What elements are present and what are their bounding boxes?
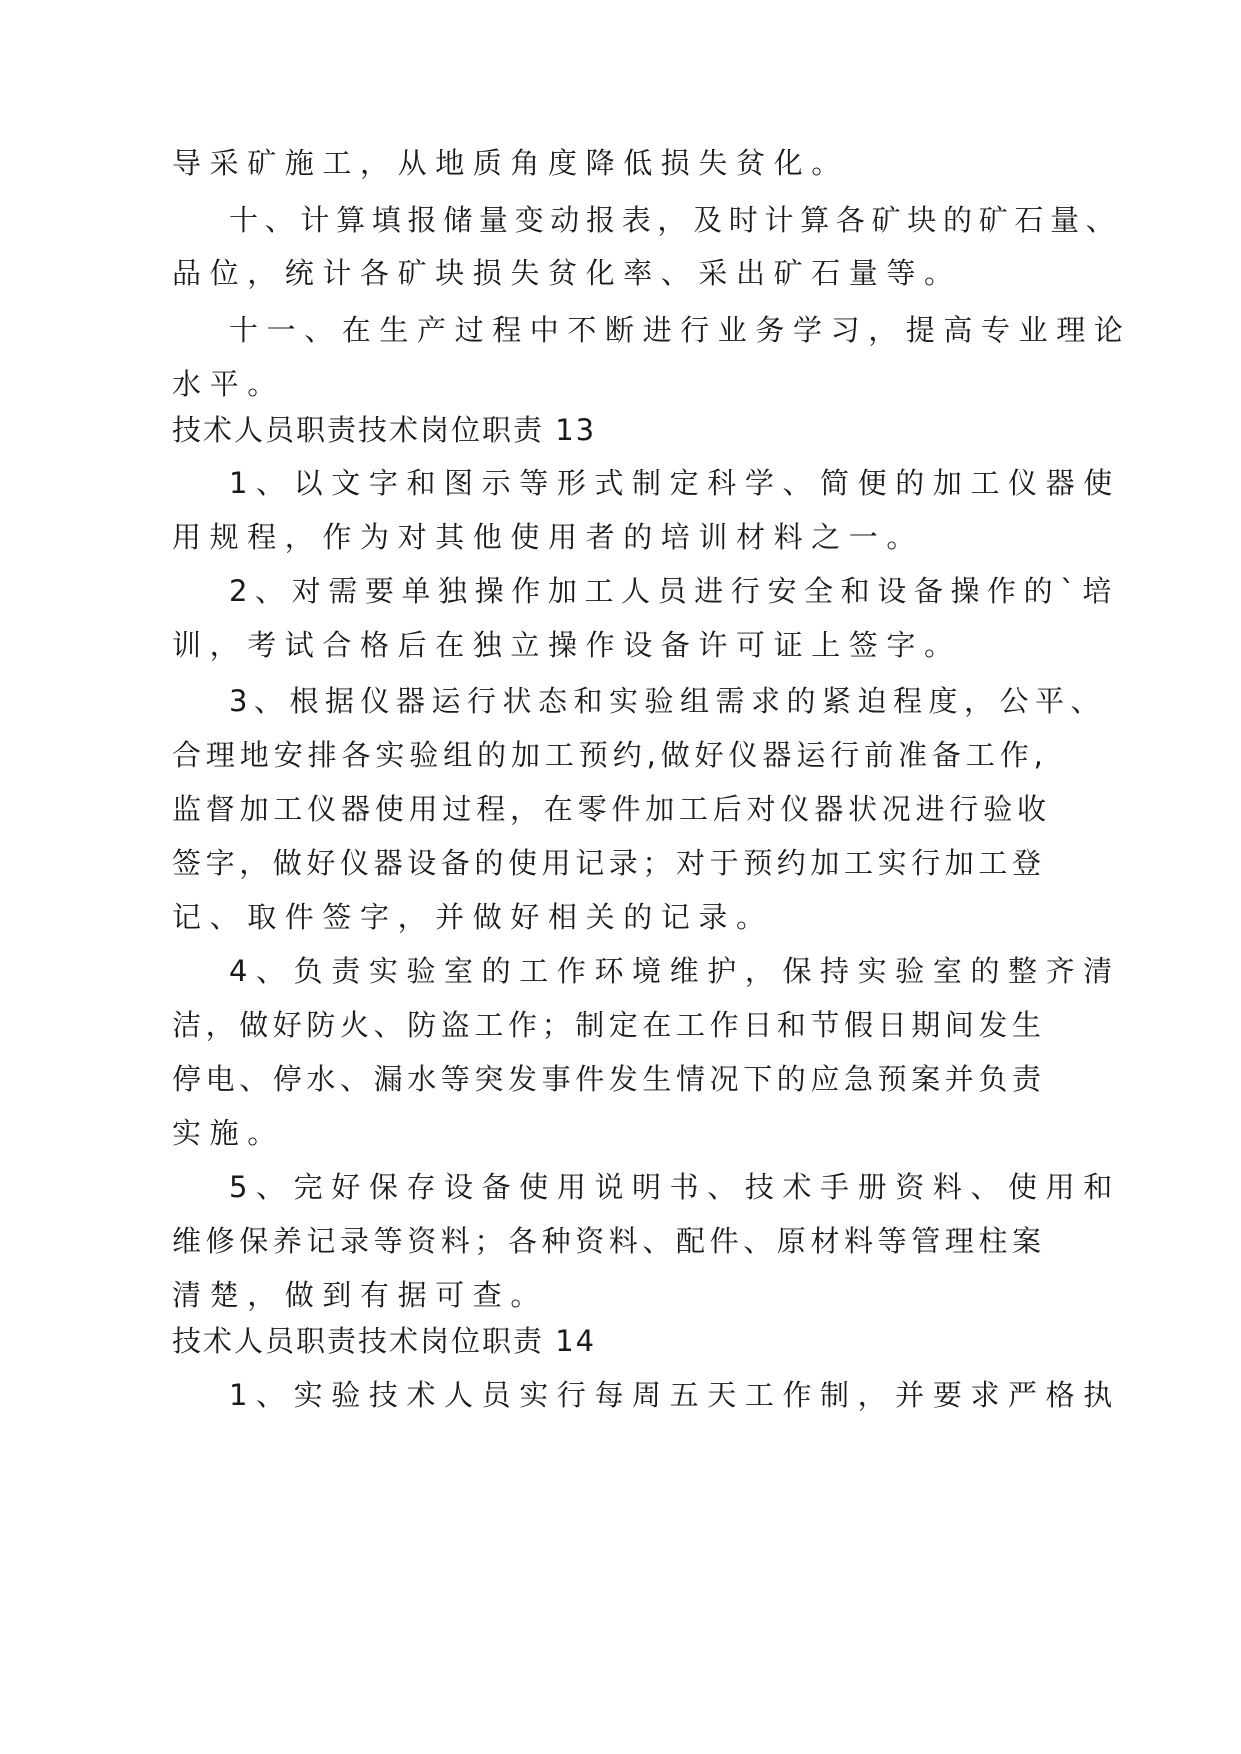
- text-line: 用规程，作为对其他使用者的培训材料之一。: [172, 520, 925, 554]
- text-line: 十一、在生产过程中不断进行业务学习，提高专业理论: [229, 313, 1132, 347]
- text-line: 洁，做好防火、防盗工作；制定在工作日和节假日期间发生: [172, 1008, 1046, 1042]
- text-line: 清楚，做到有据可查。: [172, 1278, 549, 1312]
- text-line: 签字，做好仪器设备的使用记录；对于预约加工实行加工登: [172, 846, 1046, 880]
- text-line: 品位，统计各矿块损失贫化率、采出矿石量等。: [172, 256, 962, 290]
- text-line: 合理地安排各实验组的加工预约,做好仪器运行前准备工作,: [172, 738, 1048, 772]
- section-heading: 技术人员职责技术岗位职责 14: [172, 1324, 597, 1358]
- text-line: 2、对需要单独操作加工人员进行安全和设备操作的`培: [229, 574, 1119, 608]
- text-line: 维修保养记录等资料；各种资料、配件、原材料等管理柱案: [172, 1224, 1046, 1258]
- text-line: 水平。: [172, 367, 285, 401]
- text-line: 实施。: [172, 1116, 285, 1150]
- text-line: 记、取件签字，并做好相关的记录。: [172, 900, 774, 934]
- text-line: 监督加工仪器使用过程，在零件加工后对仪器状况进行验收: [172, 792, 1051, 826]
- text-line: 5、完好保存设备使用说明书、技术手册资料、使用和: [229, 1170, 1121, 1204]
- text-line: 4、负责实验室的工作环境维护，保持实验室的整齐清: [229, 954, 1121, 988]
- text-line: 3、根据仪器运行状态和实验组需求的紧迫程度，公平、: [229, 684, 1106, 718]
- text-line: 停电、停水、漏水等突发事件发生情况下的应急预案并负责: [172, 1062, 1046, 1096]
- text-line: 十、计算填报储量变动报表，及时计算各矿块的矿石量、: [229, 203, 1122, 237]
- section-heading: 技术人员职责技术岗位职责 13: [172, 413, 597, 447]
- text-line: 1、实验技术人员实行每周五天工作制，并要求严格执: [229, 1378, 1121, 1412]
- text-line: 训，考试合格后在独立操作设备许可证上签字。: [172, 628, 962, 662]
- text-line: 1、以文字和图示等形式制定科学、简便的加工仪器使: [229, 466, 1121, 500]
- text-line: 导采矿施工，从地质角度降低损失贫化。: [172, 146, 849, 180]
